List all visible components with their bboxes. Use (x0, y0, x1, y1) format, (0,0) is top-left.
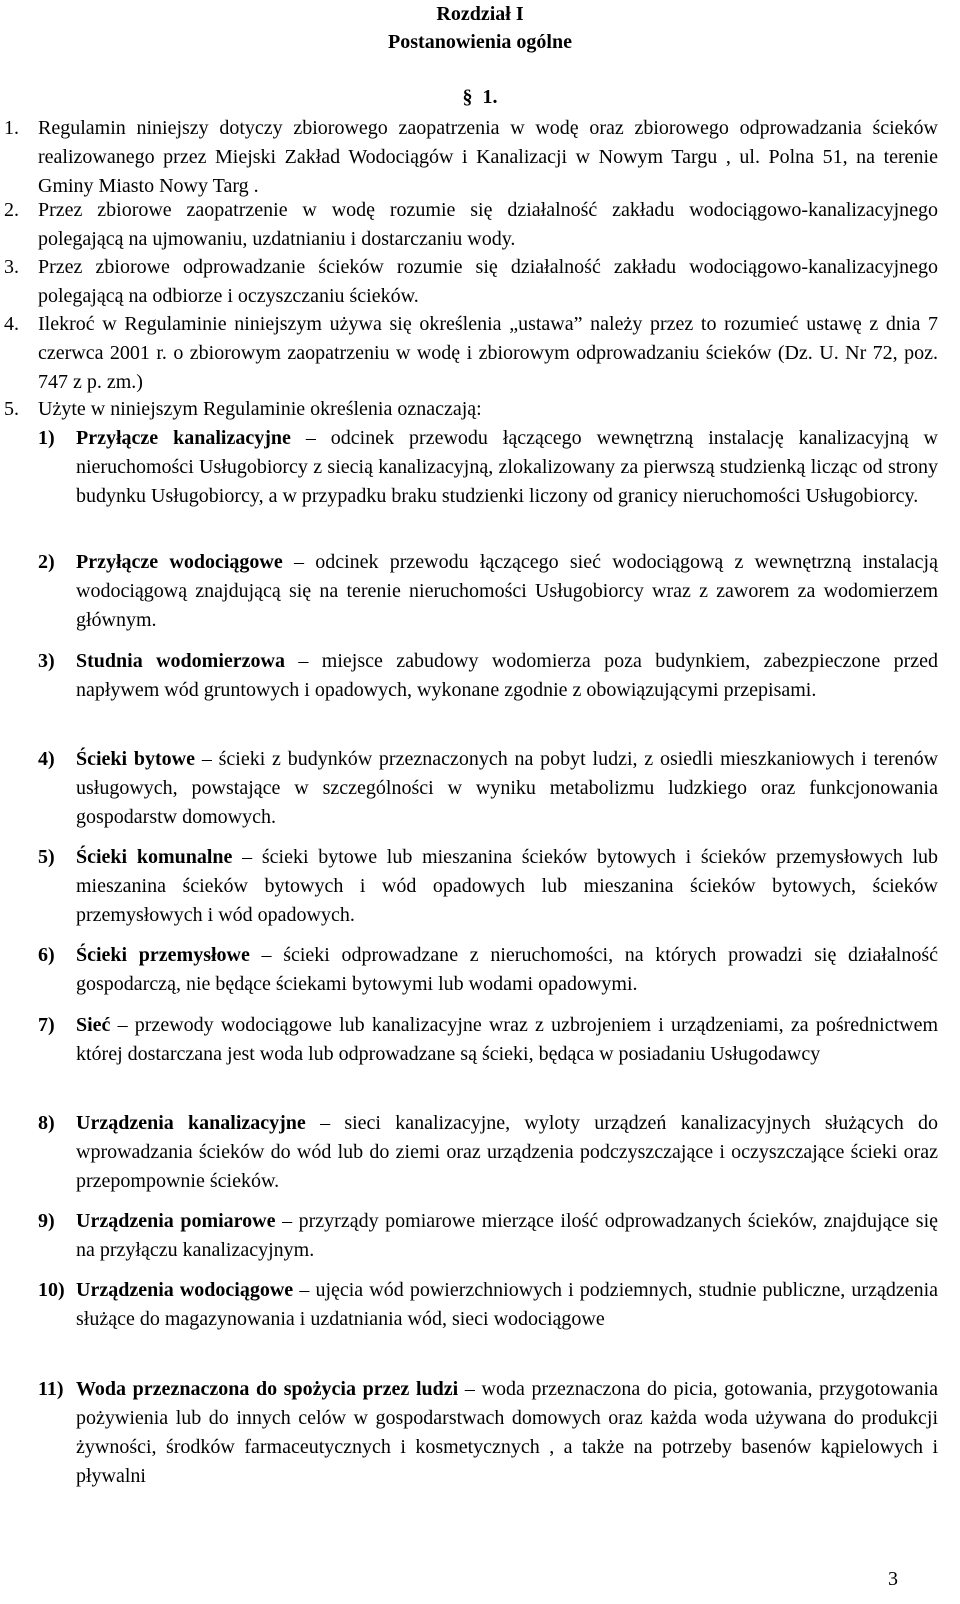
definition-term: Urządzenia wodociągowe (76, 1279, 294, 1301)
definition-text: – ujęcia wód powierzchniowych i podziemnych, studnie publiczne, urządzenia służące do magazynowania i uzdatniania wód, sieci wodociągowe (76, 1279, 939, 1330)
definition-text: – woda przeznaczona do picia, gotowania, przygotowania pożywienia lub do innych celów w gospodarstwach domowych oraz każda woda używana do produkcji żywności, środków farmaceutycznych i kosmetycznych , a także na potrzeby basenów kąpielowych i pływalni (76, 1378, 938, 1487)
definition-body (76, 1375, 938, 1491)
paragraph-number: 1. (4, 117, 19, 139)
chapter-heading: Rozdział I (436, 3, 524, 25)
definition-text: – sieci kanalizacyjne, wyloty urządzeń kanalizacyjnych służących do wprowadzania ścieków do wód lub do ziemi oraz urządzenia podczyszczające i oczyszczające ścieki oraz przepompownie ścieków. (76, 1112, 938, 1192)
paragraph (38, 253, 938, 311)
definition-text: – przyrządy pomiarowe mierzące ilość odprowadzanych ścieków, znajdujące się na przyłączu kanalizacyjnym. (76, 1210, 939, 1261)
paragraph-text: Przez zbiorowe odprowadzanie ścieków rozumie się działalność zakładu wodociągowo-kanalizacyjnego polegającą na odbiorze i oczyszczaniu ścieków. (38, 256, 938, 307)
paragraph-text: Ilekroć w Regulaminie niniejszym używa się określenia „ustawa” należy przez to rozumieć ustawę z dnia 7 czerwca 2001 r. o zbiorowym zaopatrzeniu w wodę i zbiorowym odprowadzaniu ścieków (Dz. U. Nr 72, poz. 747 z p. zm.) (38, 313, 938, 393)
definition-number: 4) (38, 748, 55, 770)
page-number: 3 (888, 1568, 898, 1590)
definition-term: Woda przeznaczona do spożycia przez ludzi (76, 1378, 459, 1400)
definition-text: – przewody wodociągowe lub kanalizacyjne wraz z uzbrojeniem i urządzeniami, za pośrednictwem której dostarczana jest woda lub odprowadzane są ścieki, będąca w posiadaniu Usługodawcy (76, 1014, 939, 1065)
definition-number: 3) (38, 650, 55, 672)
paragraph (38, 196, 938, 254)
definition-number: 10) (38, 1279, 65, 1301)
paragraph (38, 395, 938, 424)
definition-body (76, 1109, 938, 1196)
chapter-title: Postanowienia ogólne (388, 31, 572, 53)
definition-term: Ścieki bytowe (76, 748, 196, 770)
paragraph-number: 2. (4, 199, 19, 221)
definition-body (76, 941, 938, 999)
definition-body (76, 843, 938, 930)
definition-term: Przyłącze wodociągowe (76, 551, 283, 573)
definition-body (76, 424, 938, 511)
definition-number: 7) (38, 1014, 55, 1036)
definition-body (76, 745, 938, 832)
definition-text: – odcinek przewodu łączącego sieć wodociągową z wewnętrzną instalacją wodociągową znajdującą się na terenie nieruchomości Usługobiorcy wraz z zaworem za wodomierzem głównym. (76, 551, 938, 631)
paragraph-number: 3. (4, 256, 19, 278)
definition-text: – odcinek przewodu łączącego wewnętrzną instalację kanalizacyjną w nieruchomości Usługobiorcy z siecią kanalizacyjną, zlokalizowany za pierwszą studzienką licząc od strony budynku Usługobiorcy, a w przypadku braku studzienki liczony od granicy nieruchomości Usługobiorcy. (76, 427, 938, 507)
paragraph-text: Użyte w niniejszym Regulaminie określenia oznaczają: (38, 398, 482, 420)
definition-term: Przyłącze kanalizacyjne (76, 427, 291, 449)
definition-number: 2) (38, 551, 55, 573)
definition-body (76, 1207, 938, 1265)
paragraph-number: 5. (4, 398, 19, 420)
definition-body (76, 548, 938, 635)
definition-number: 11) (38, 1378, 64, 1400)
section-heading (0, 86, 960, 109)
definition-term: Sieć (76, 1014, 111, 1036)
section-symbol: § (462, 86, 473, 108)
definition-text: – ścieki odprowadzane z nieruchomości, na których prowadzi się działalność gospodarczą, nie będące ściekami bytowymi lub wodami opadowymi. (76, 944, 938, 995)
definition-text: – miejsce zabudowy wodomierza poza budynkiem, zabezpieczone przed napływem wód gruntowych i opadowych, wykonane zgodnie z obowiązującymi przepisami. (76, 650, 939, 701)
definition-body (76, 1011, 938, 1069)
definition-term: Ścieki przemysłowe (76, 944, 250, 966)
definition-term: Urządzenia pomiarowe (76, 1210, 276, 1232)
definition-text: – ścieki bytowe lub mieszanina ścieków bytowych i ścieków przemysłowych lub mieszanina ścieków bytowych i wód opadowych lub mieszanina ścieków bytowych, ścieków przemysłowych i wód opadowych. (76, 846, 939, 926)
definition-term: Studnia wodomierzowa (76, 650, 285, 672)
definition-term: Ścieki komunalne (76, 846, 233, 868)
paragraph (38, 114, 938, 201)
section-number: 1. (482, 86, 498, 108)
paragraph-text: Przez zbiorowe zaopatrzenie w wodę rozumie się działalność zakładu wodociągowo-kanalizacyjnego polegającą na ujmowaniu, uzdatnianiu i dostarczaniu wody. (38, 199, 938, 250)
definition-number: 6) (38, 944, 55, 966)
definition-term: Urządzenia kanalizacyjne (76, 1112, 306, 1134)
definition-number: 1) (38, 427, 55, 449)
definition-text: – ścieki z budynków przeznaczonych na pobyt ludzi, z osiedli mieszkaniowych i terenów usługowych, powstające w szczególności w wyniku metabolizmu ludzkiego oraz funkcjonowania gospodarstw domowych. (76, 748, 939, 828)
definition-number: 8) (38, 1112, 55, 1134)
definition-body (76, 647, 938, 705)
paragraph-text: Regulamin niniejszy dotyczy zbiorowego zaopatrzenia w wodę oraz zbiorowego odprowadzania ścieków realizowanego przez Miejski Zakład Wodociągów i Kanalizacji w Nowym Targu , ul. Polna 51, na terenie Gminy Miasto Nowy Targ . (38, 117, 938, 197)
definition-number: 5) (38, 846, 55, 868)
definition-body (76, 1276, 938, 1334)
definition-number: 9) (38, 1210, 55, 1232)
paragraph-number: 4. (4, 313, 19, 335)
paragraph (38, 310, 938, 397)
